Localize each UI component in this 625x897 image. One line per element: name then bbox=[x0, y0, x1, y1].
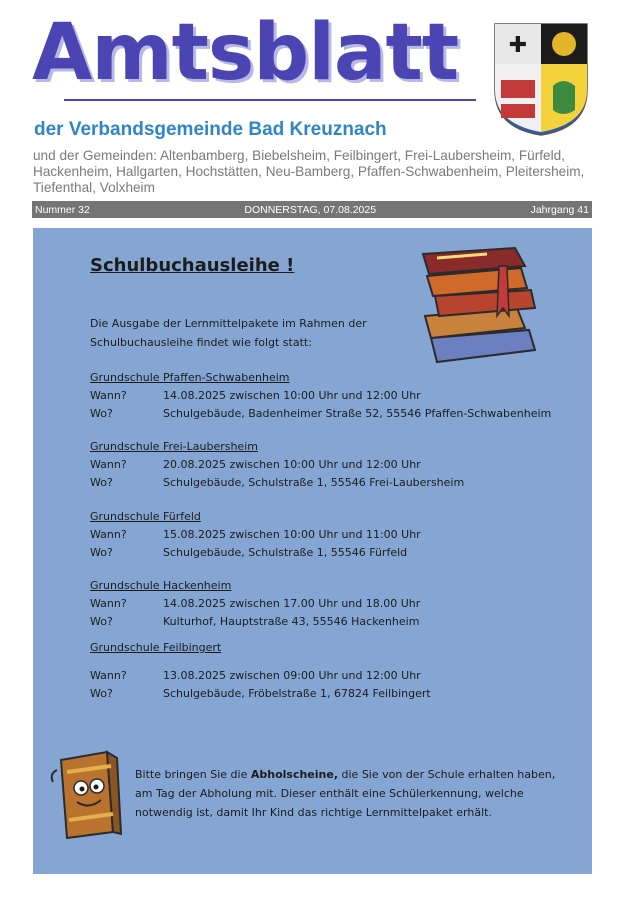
when-label: Wann? bbox=[90, 597, 127, 610]
coat-of-arms-icon bbox=[491, 20, 591, 138]
issue-number: Nummer 32 bbox=[35, 203, 90, 216]
school-block-pfaffen-schwabenheim bbox=[90, 369, 551, 423]
where-row bbox=[90, 685, 431, 703]
when-label: Wann? bbox=[90, 458, 127, 471]
svg-text:✚: ✚ bbox=[508, 33, 528, 58]
where-row bbox=[90, 474, 464, 492]
when-label: Wann? bbox=[90, 669, 127, 682]
school-name: Grundschule Hackenheim bbox=[90, 579, 232, 592]
school-block-hackenheim bbox=[90, 577, 420, 631]
where-value: Schulgebäude, Badenheimer Straße 52, 55546 Pfaffen-Schwabenheim bbox=[163, 407, 552, 420]
where-value: Schulgebäude, Fröbelstraße 1, 67824 Feilbingert bbox=[163, 687, 431, 700]
where-row bbox=[90, 544, 421, 562]
where-row bbox=[90, 405, 551, 423]
when-row bbox=[90, 595, 420, 613]
when-value: 13.08.2025 zwischen 09:00 Uhr und 12:00 Uhr bbox=[163, 669, 421, 682]
school-name: Grundschule Pfaffen-Schwabenheim bbox=[90, 371, 290, 384]
notice-intro: Die Ausgabe der Lernmittelpakete im Rahmen der Schulbuchausleihe findet wie folgt statt: bbox=[90, 317, 367, 349]
footnote-highlight: Abholscheine, bbox=[250, 768, 339, 781]
issue-volume: Jahrgang 41 bbox=[530, 203, 589, 216]
bookworm-icon bbox=[47, 742, 127, 842]
when-row bbox=[90, 387, 551, 405]
where-label: Wo? bbox=[90, 615, 113, 628]
school-name: Grundschule Feilbingert bbox=[90, 641, 222, 654]
notice-panel bbox=[33, 228, 592, 874]
school-block-feilbingert bbox=[90, 639, 431, 703]
when-row bbox=[90, 526, 421, 544]
where-row bbox=[90, 613, 420, 631]
school-name: Grundschule Frei-Laubersheim bbox=[90, 440, 258, 453]
when-value: 20.08.2025 zwischen 10:00 Uhr und 12:00 Uhr bbox=[163, 458, 421, 471]
when-value: 14.08.2025 zwischen 17.00 Uhr und 18.00 Uhr bbox=[163, 597, 421, 610]
where-value: Schulgebäude, Schulstraße 1, 55546 Fürfeld bbox=[163, 546, 408, 559]
school-block-fuerfeld bbox=[90, 508, 421, 562]
when-row bbox=[90, 667, 431, 685]
where-label: Wo? bbox=[90, 687, 113, 700]
masthead-subtitle: der Verbandsgemeinde Bad Kreuznach bbox=[34, 119, 387, 140]
when-label: Wann? bbox=[90, 389, 127, 402]
notice-title: Schulbuchausleihe ! bbox=[90, 255, 295, 276]
book-stack-icon bbox=[417, 246, 545, 376]
footnote-text-start: Bitte bringen Sie die bbox=[135, 768, 251, 781]
where-value: Kulturhof, Hauptstraße 43, 55546 Hackenheim bbox=[163, 615, 420, 628]
footnote-text-end: die Sie von der Schule erhalten haben, am Tag der Abholung mit. Dieser enthält eine Schülerkennung, welche notwendig ist, damit Ihr Kind das richtige Lernmittelpaket erhält. bbox=[135, 768, 556, 819]
when-label: Wann? bbox=[90, 528, 127, 541]
notice-footnote bbox=[135, 765, 575, 822]
issue-info-bar bbox=[32, 201, 592, 218]
when-value: 14.08.2025 zwischen 10:00 Uhr und 12:00 Uhr bbox=[163, 389, 421, 402]
communities-list: und der Gemeinden: Altenbamberg, Biebelsheim, Feilbingert, Frei-Laubersheim, Fürfeld, Hackenheim, Hallgarten, Hochstätten, Neu-Bamberg, Pfaffen-Schwabenheim, Pleitersheim, Tiefenthal, Volxheim bbox=[33, 148, 585, 195]
where-label: Wo? bbox=[90, 476, 113, 489]
school-name: Grundschule Fürfeld bbox=[90, 510, 201, 523]
where-value: Schulgebäude, Schulstraße 1, 55546 Frei-Laubersheim bbox=[163, 476, 465, 489]
when-value: 15.08.2025 zwischen 10:00 Uhr und 11:00 Uhr bbox=[163, 528, 421, 541]
issue-date: DONNERSTAG, 07.08.2025 bbox=[244, 203, 377, 216]
school-block-frei-laubersheim bbox=[90, 438, 464, 492]
masthead-rule bbox=[64, 99, 476, 101]
where-label: Wo? bbox=[90, 546, 113, 559]
masthead-title: Amtsblatt bbox=[32, 8, 459, 98]
where-label: Wo? bbox=[90, 407, 113, 420]
when-row bbox=[90, 456, 464, 474]
